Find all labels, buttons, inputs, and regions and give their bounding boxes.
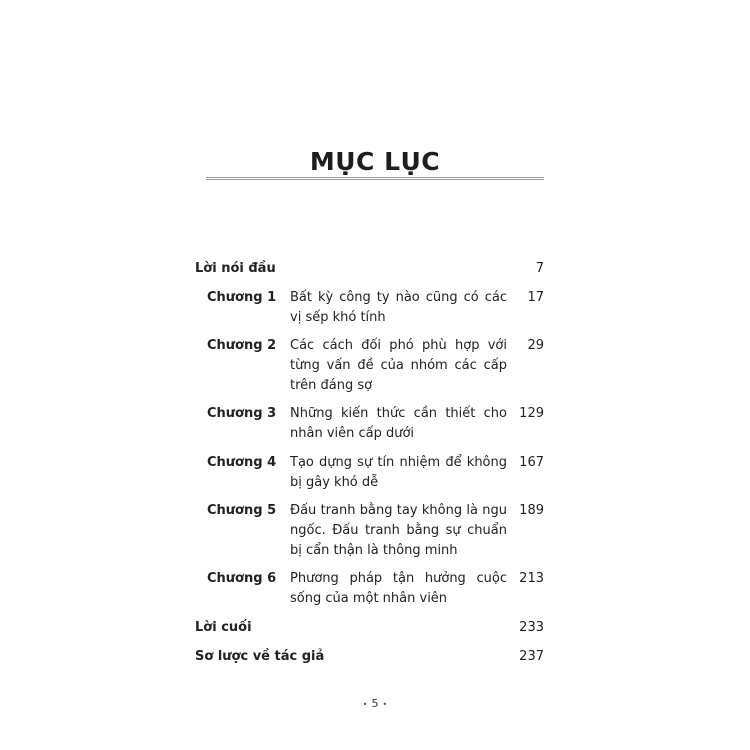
toc-entry-text: Đấu tranh bằng tay không là ngu ngốc. Đấu tranh bằng sự chuẩn bị cẩn thận là thông minh: [290, 503, 507, 558]
toc-entry-text: Bất kỳ công ty nào cũng có các vị sếp khó tính: [290, 290, 507, 325]
page-number-footer: [0, 697, 750, 710]
toc-entry-text: Các cách đối phó phù hợp với từng vấn đề của nhóm các cấp trên đáng sợ: [290, 338, 507, 393]
toc-entry-label: Chương 1: [207, 290, 277, 305]
toc-entry-page: 189: [519, 503, 544, 518]
toc-entry-label: Chương 4: [207, 455, 277, 470]
toc-entry-text: Phương pháp tận hưởng cuộc sống của một nhân viên: [290, 571, 507, 606]
page-title: MỤC LỤC: [309, 147, 441, 176]
page-number: 5: [371, 697, 379, 710]
toc-entry-text: Tạo dựng sự tín nhiệm để không bị gây khó dễ: [290, 455, 507, 490]
toc-entry-text: Những kiến thức cần thiết cho nhân viên cấp dưới: [290, 406, 507, 441]
toc-entry-page: 7: [535, 261, 544, 276]
toc-entry-page: 17: [527, 290, 544, 305]
toc-entry-label: Lời nói đầu: [195, 261, 276, 276]
toc-entry-page: 213: [519, 571, 544, 586]
toc-entry-page: 233: [519, 620, 544, 635]
toc-entry-label: Chương 2: [207, 338, 277, 353]
toc-entry-page: 29: [527, 338, 544, 353]
toc-entry-page: 237: [519, 649, 544, 664]
toc-entry-label: Lời cuối: [195, 620, 252, 635]
toc-entry-label: Chương 3: [207, 406, 277, 421]
toc-entry-label: Chương 5: [207, 503, 277, 518]
toc-entry-label: Chương 6: [207, 571, 277, 586]
ornament-dot-right: •: [382, 699, 388, 709]
toc-entry-page: 129: [519, 406, 544, 421]
toc-entry-label: Sơ lược về tác giả: [195, 649, 325, 664]
toc-entry-page: 167: [519, 455, 544, 470]
ornament-dot-left: •: [362, 699, 368, 709]
